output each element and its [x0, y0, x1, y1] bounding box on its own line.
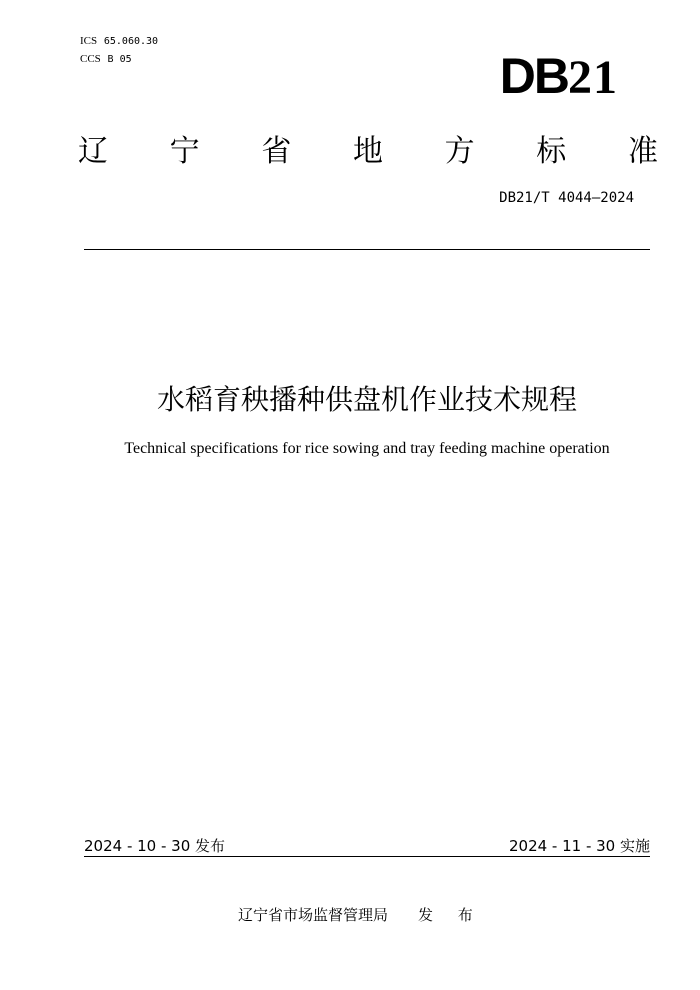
ccs-code — [80, 53, 132, 65]
top-divider — [84, 249, 650, 250]
publish-date: 2024 - 10 - 30 发布 — [84, 837, 226, 855]
standard-type-heading — [78, 130, 658, 174]
heading-char: 准 — [627, 134, 658, 169]
ccs-label: CCS — [80, 53, 101, 65]
heading-char: 标 — [536, 134, 567, 169]
title-chinese: 水稻育秧播种供盘机作业技术规程 — [156, 383, 577, 416]
ccs-value: B 05 — [107, 54, 132, 65]
title-english: Technical specifications for rice sowing and tray feeding machine operation — [124, 440, 610, 457]
ics-label: ICS — [80, 35, 98, 47]
issuer — [238, 904, 483, 925]
heading-char: 宁 — [169, 134, 200, 169]
issuer-name: 辽宁省市场监督管理局 — [238, 906, 389, 924]
ics-value: 65.060.30 — [103, 36, 159, 47]
heading-char: 辽 — [78, 134, 108, 169]
db21-logo — [500, 48, 618, 106]
heading-char: 方 — [444, 134, 475, 169]
ics-code — [80, 35, 158, 47]
standard-number: DB21/T 4044—2024 — [499, 190, 634, 206]
logo-number: 21 — [568, 51, 618, 104]
heading-char: 地 — [352, 134, 383, 169]
heading-char: 省 — [261, 134, 292, 169]
issue-action: 发 布 — [418, 906, 483, 924]
logo-db: DB — [499, 48, 568, 104]
bottom-divider — [84, 856, 650, 857]
implement-date: 2024 - 11 - 30 实施 — [508, 837, 650, 855]
